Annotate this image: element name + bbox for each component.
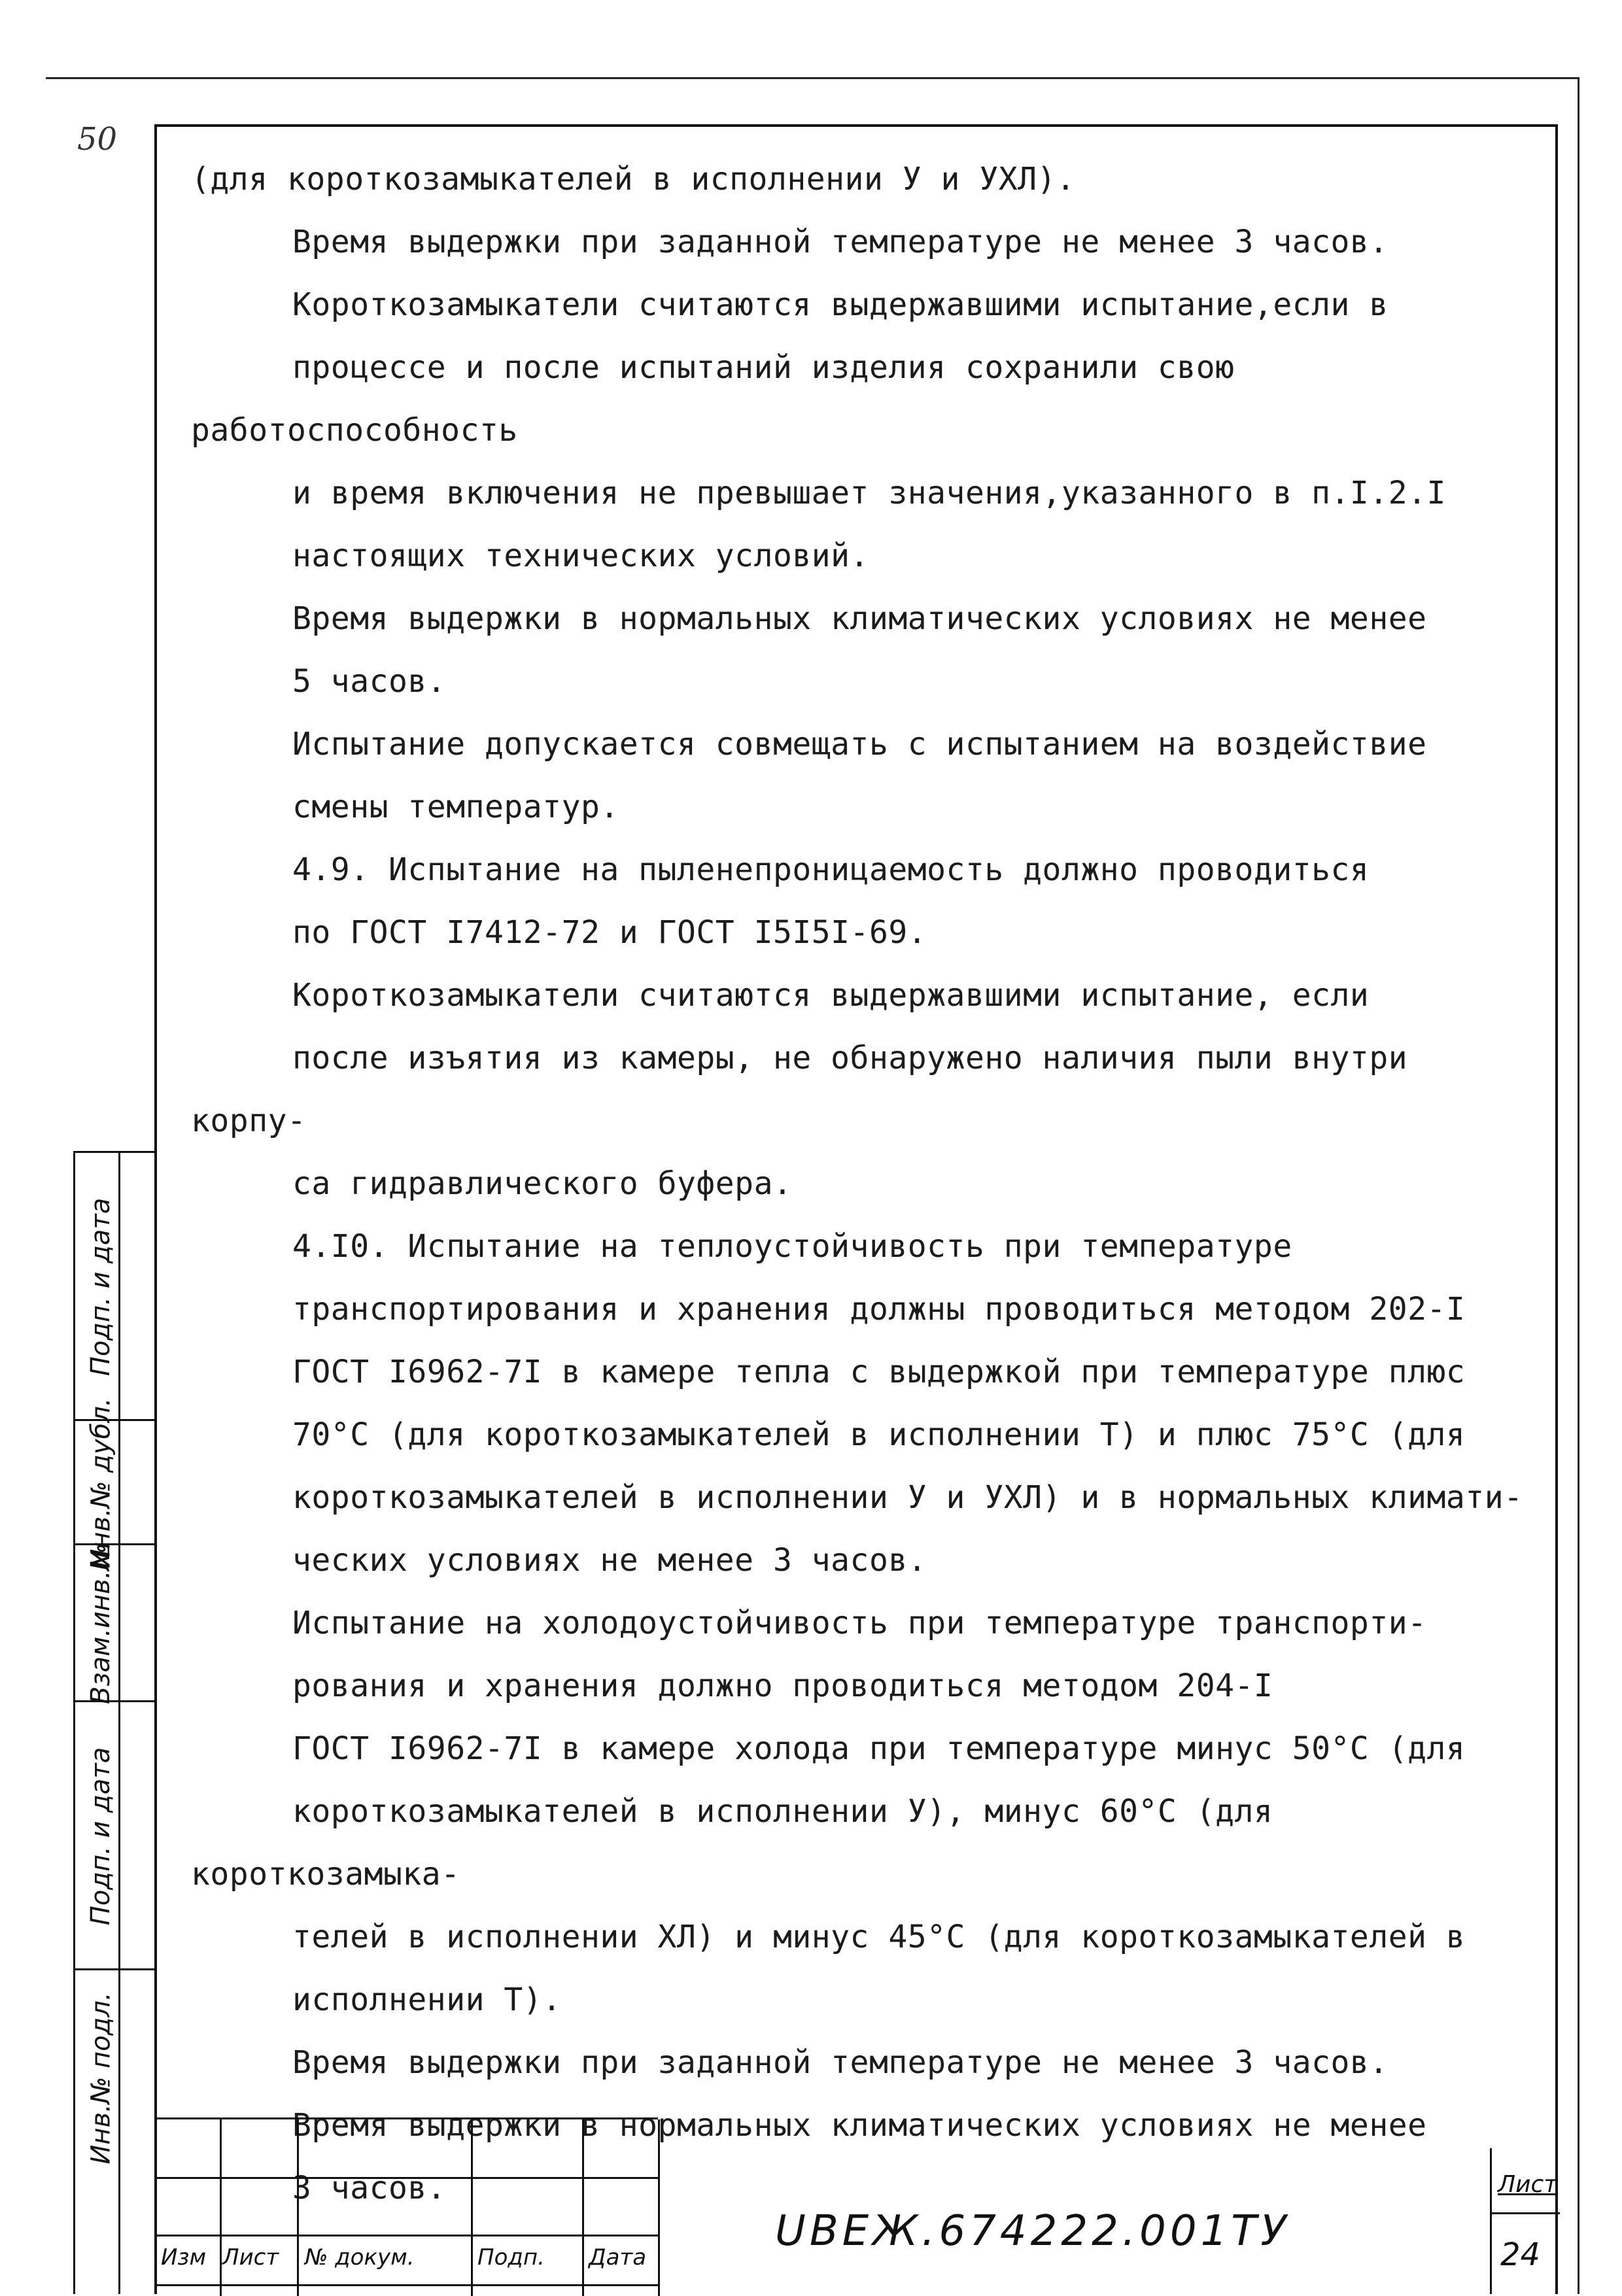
text-line: Время выдержки при заданной температуре не менее 3 часов.	[292, 2044, 1389, 2081]
text-line: рования и хранения должно проводиться методом 204-I	[292, 1668, 1273, 1704]
text-line: по ГОСТ I7412-72 и ГОСТ I5I5I-69.	[292, 914, 927, 951]
paragraph	[191, 2031, 1538, 2094]
paragraph	[191, 587, 1538, 713]
title-block-label-date: Дата	[589, 2244, 647, 2270]
side-stamp-column	[73, 1151, 154, 2294]
paragraph	[191, 1592, 1538, 2031]
side-stamp-label: Взам.инв.№	[86, 1543, 116, 1705]
text-line: Время выдержки в нормальных климатических условиях не менее	[292, 2107, 1427, 2144]
title-block-label-list: Лист	[222, 2244, 279, 2270]
title-block-col-line	[582, 2119, 584, 2296]
text-line: 4.I0. Испытание на теплоустойчивость при температуре	[292, 1228, 1292, 1265]
side-stamp-label: Подп. и дата	[86, 1197, 116, 1377]
text-line: ГОСТ I6962-7I в камере тепла с выдержкой при температуре плюс	[292, 1354, 1466, 1390]
paragraph	[191, 838, 1538, 964]
paragraph	[191, 148, 1538, 211]
side-stamp-label: Инв.№ дубл.	[86, 1397, 116, 1569]
text-line: короткозамыкателей в исполнении У), минус 60°С (для короткозамыка-	[191, 1793, 1273, 1893]
text-line: (для короткозамыкателей в исполнении У и УХЛ).	[191, 161, 1076, 197]
side-stamp-cell	[75, 1397, 154, 1569]
title-block-label-izm: Изм	[161, 2244, 207, 2270]
paragraph	[191, 1215, 1538, 1592]
side-stamp-cell	[75, 1702, 154, 1970]
text-line: ческих условиях не менее 3 часов.	[292, 1542, 927, 1579]
text-line: процессе и после испытаний изделия сохранили свою работоспособность	[191, 349, 1235, 449]
title-block-label-sign: Подп.	[477, 2244, 545, 2270]
document-code: UBEЖ.674222.001ТУ	[775, 2207, 1290, 2255]
paragraph	[191, 964, 1538, 1215]
text-line: смены температур.	[292, 789, 619, 825]
side-stamp-cell	[75, 1543, 154, 1705]
title-block-col-line	[658, 2119, 660, 2296]
text-line: исполнении Т).	[292, 1981, 562, 2018]
side-stamp-cell	[75, 1970, 154, 2296]
text-line: телей в исполнении ХЛ) и минус 45°С (для короткозамыкателей в	[292, 1919, 1466, 1955]
paragraph	[191, 713, 1538, 838]
text-line: Испытание на холодоустойчивость при температуре транспорти-	[292, 1605, 1427, 1641]
text-line: 4.9. Испытание на пыленепроницаемость должно проводиться	[292, 851, 1370, 888]
paragraph	[191, 273, 1538, 587]
sheet-label: Лист	[1498, 2171, 1558, 2198]
text-line: после изъятия из камеры, не обнаружено наличия пыли внутри корпу-	[191, 1040, 1408, 1139]
sheet-number: 24	[1500, 2236, 1541, 2273]
title-block-col-line	[297, 2119, 299, 2296]
text-line: Короткозамыкатели считаются выдержавшими испытание, если	[292, 977, 1370, 1014]
text-line: короткозамыкателей в исполнении У и УХЛ) и в нормальных климати-	[292, 1479, 1523, 1516]
text-line: транспортирования и хранения должны проводиться методом 202-I	[292, 1291, 1466, 1328]
text-line: 3 часов.	[292, 2170, 447, 2206]
sheet-box-divider	[1492, 2212, 1560, 2214]
text-line: Время выдержки при заданной температуре не менее 3 часов.	[292, 224, 1389, 260]
text-line: настоящих технических условий.	[292, 538, 869, 574]
text-line: 5 часов.	[292, 663, 447, 700]
right-edge-rule	[1578, 77, 1579, 2294]
text-line: и время включения не превышает значения,указанного в п.I.2.I	[292, 475, 1446, 511]
text-line: са гидравлического буфера.	[292, 1165, 793, 1202]
text-line: Испытание допускается совмещать с испытанием на воздействие	[292, 726, 1427, 762]
side-stamp-label: Подп. и дата	[86, 1747, 116, 1926]
page-corner-number: 50	[77, 121, 118, 158]
paragraph	[191, 211, 1538, 273]
text-line: Время выдержки в нормальных климатических условиях не менее	[292, 600, 1427, 637]
side-stamp-label: Инв.№ подл.	[86, 1992, 116, 2165]
text-line: 70°С (для короткозамыкателей в исполнении Т) и плюс 75°С (для	[292, 1416, 1466, 1453]
text-line: ГОСТ I6962-7I в камере холода при температуре минус 50°С (для	[292, 1730, 1466, 1767]
title-block-col-line	[220, 2119, 222, 2296]
document-body	[191, 148, 1538, 2219]
title-block-col-line	[471, 2119, 473, 2296]
side-stamp-cell	[75, 1153, 154, 1421]
text-line: Короткозамыкатели считаются выдержавшими испытание,если в	[292, 286, 1389, 323]
title-block-label-doc: № докум.	[305, 2244, 415, 2270]
top-edge-rule	[46, 77, 1579, 79]
